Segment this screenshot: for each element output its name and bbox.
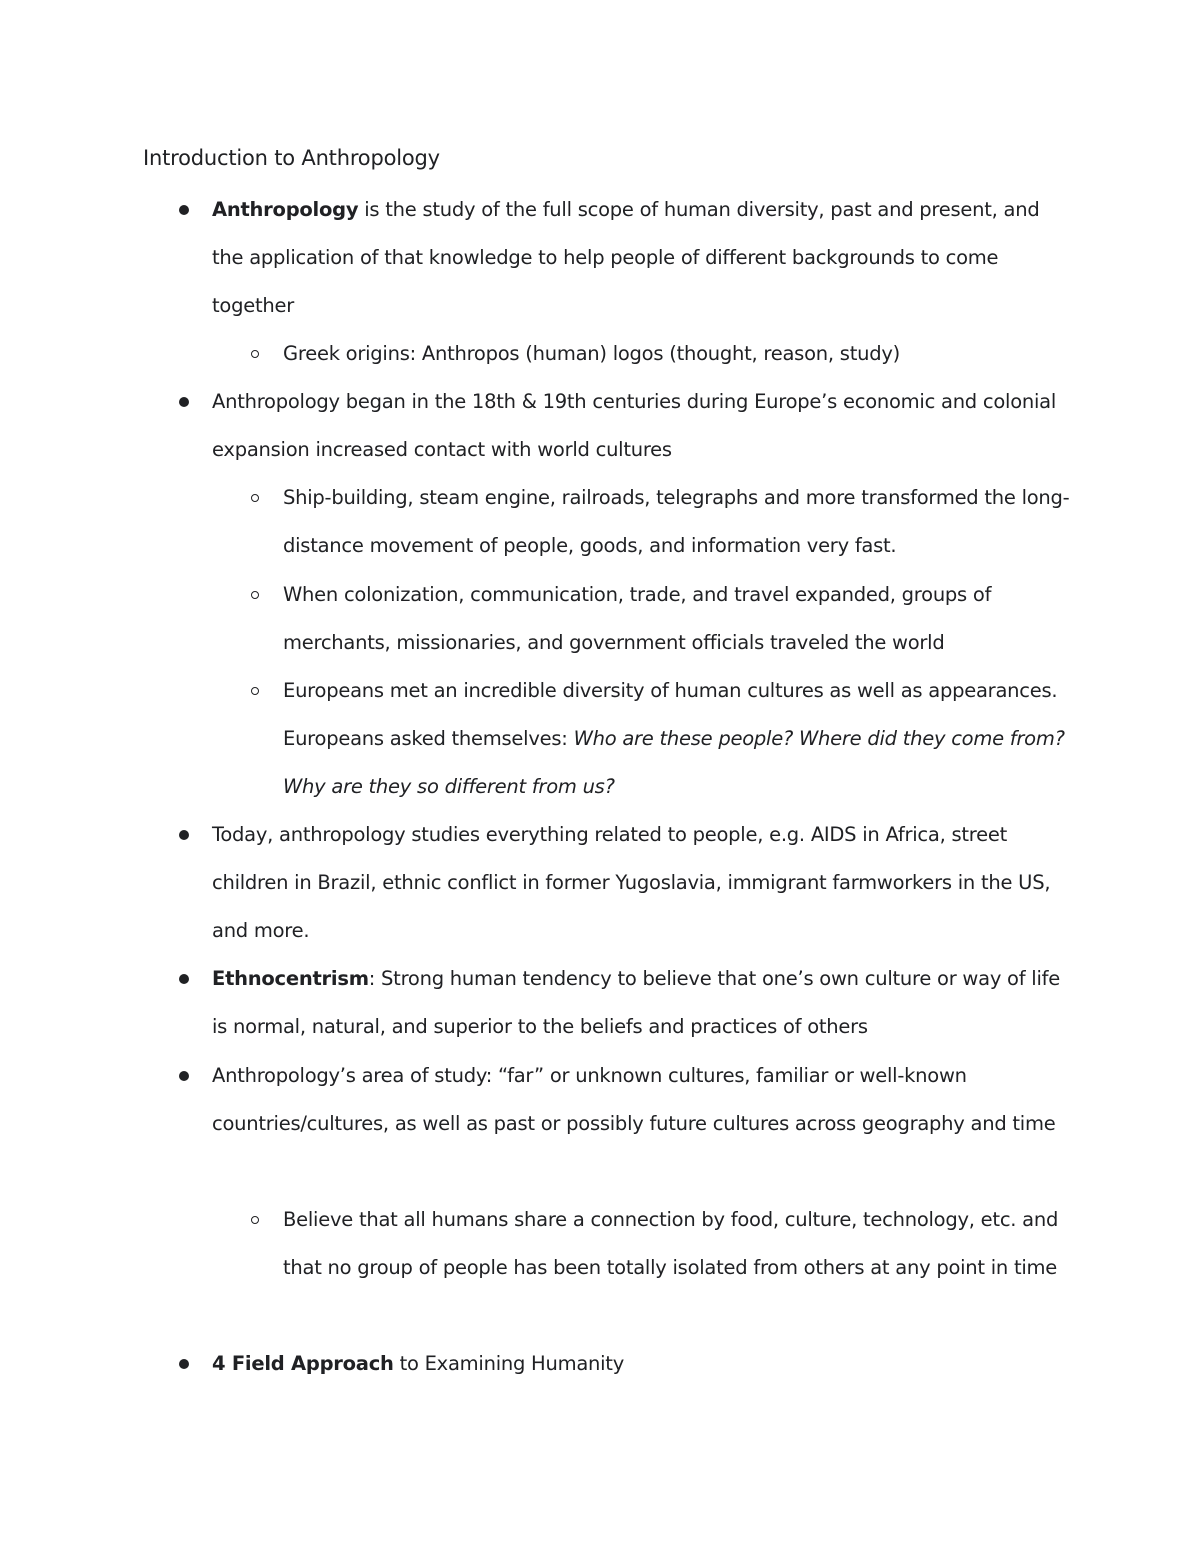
item-text: : Strong human tendency to believe that one’s own culture or way of life is normal, natural, and superior to the beliefs and practices of others xyxy=(212,967,1060,1039)
term-bold: Ethnocentrism xyxy=(212,967,369,990)
circle-bullet-icon xyxy=(251,350,259,358)
item-text: Greek origins: Anthropos (human) logos (thought, reason, study) xyxy=(283,342,900,365)
item-text: Believe that all humans share a connection by food, culture, technology, etc. and that no group of people has been totally isolated from others at any point in time xyxy=(283,1208,1059,1280)
item-text: to Examining Humanity xyxy=(393,1352,624,1375)
term-bold: 4 Field Approach xyxy=(212,1352,394,1375)
italic-questions: Who are these people? Where did they come from? Why are they so different from us? xyxy=(283,727,1065,799)
sub-list-item xyxy=(283,1196,1073,1292)
item-text: is the study of the full scope of human diversity, past and present, and the application of that knowledge to help people of different backgrounds to come together xyxy=(212,198,1040,318)
list-item xyxy=(212,955,1072,1051)
list-item xyxy=(212,186,1072,331)
item-text: Anthropology began in the 18th & 19th centuries during Europe’s economic and colonial expansion increased contact with world cultures xyxy=(212,390,1057,462)
item-text: When colonization, communication, trade, and travel expanded, groups of merchants, missionaries, and government officials traveled the world xyxy=(283,583,992,655)
list-item xyxy=(212,1340,1072,1388)
item-text: Anthropology’s area of study: “far” or unknown cultures, familiar or well-known countries/cultures, as well as past or possibly future cultures across geography and time xyxy=(212,1064,1056,1136)
term-bold: Anthropology xyxy=(212,198,359,221)
item-text: Today, anthropology studies everything related to people, e.g. AIDS in Africa, street children in Brazil, ethnic conflict in former Yugoslavia, immigrant farmworkers in the US, and more. xyxy=(212,823,1051,943)
circle-bullet-icon xyxy=(251,687,259,695)
bullet-icon xyxy=(179,1071,189,1081)
circle-bullet-icon xyxy=(251,1216,259,1224)
sub-list-item xyxy=(283,330,1073,378)
sub-list-item xyxy=(283,667,1073,812)
page-title: Introduction to Anthropology xyxy=(143,146,440,170)
bullet-icon xyxy=(179,205,189,215)
circle-bullet-icon xyxy=(251,591,259,599)
item-text: Ship-building, steam engine, railroads, telegraphs and more transformed the long-distance movement of people, goods, and information very fast. xyxy=(283,486,1070,558)
bullet-icon xyxy=(179,1359,189,1369)
list-item xyxy=(212,811,1072,956)
bullet-icon xyxy=(179,974,189,984)
list-item xyxy=(212,378,1072,474)
bullet-icon xyxy=(179,830,189,840)
sub-list-item xyxy=(283,571,1073,667)
bullet-icon xyxy=(179,397,189,407)
circle-bullet-icon xyxy=(251,494,259,502)
sub-list-item xyxy=(283,474,1073,570)
item-text: Europeans met an incredible diversity of human cultures as well as appearances. Europeans asked themselves: xyxy=(283,679,1058,751)
list-item xyxy=(212,1052,1072,1148)
